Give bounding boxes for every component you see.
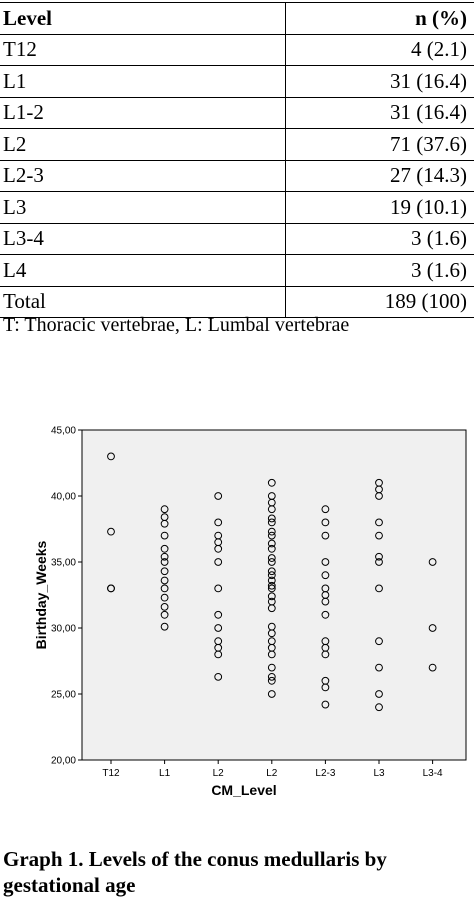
y-tick-label: 40,00: [50, 491, 76, 503]
y-tick-label: 25,00: [50, 689, 76, 701]
header-level: Level: [0, 3, 286, 35]
table-header-row: [0, 3, 474, 35]
table-total-row: [0, 286, 474, 318]
row-n: 3 (1.6): [286, 255, 474, 287]
row-n: 19 (10.1): [286, 192, 474, 224]
row-n: 3 (1.6): [286, 223, 474, 255]
row-level: T12: [0, 34, 286, 66]
x-tick-label: L2: [266, 768, 278, 779]
x-tick-label: L3: [373, 768, 385, 779]
table-row: [0, 255, 474, 287]
x-tick-label: L3-4: [422, 768, 443, 779]
levels-table: [0, 2, 474, 318]
total-label: Total: [0, 286, 286, 318]
x-tick-label: T12: [102, 768, 120, 779]
table-row: [0, 97, 474, 129]
y-axis: [51, 426, 82, 767]
table-row: [0, 66, 474, 98]
x-axis-title: CM_Level: [211, 782, 277, 798]
row-n: 71 (37.6): [286, 129, 474, 161]
scatter-chart: [0, 420, 474, 810]
y-tick-label: 45,00: [50, 425, 76, 437]
row-level: L3: [0, 192, 286, 224]
row-level: L2: [0, 129, 286, 161]
plot-area: [82, 430, 466, 760]
y-tick-label: 30,00: [50, 623, 76, 635]
table-row: [0, 160, 474, 192]
table-row: [0, 192, 474, 224]
table-row: [0, 129, 474, 161]
x-tick-label: L2: [212, 768, 224, 779]
row-n: 31 (16.4): [286, 66, 474, 98]
header-n-percent: n (%): [286, 3, 474, 35]
figure-caption: Graph 1. Levels of the conus medullaris by gestational age: [3, 847, 387, 897]
y-tick-label: 20,00: [50, 755, 76, 767]
x-axis: [102, 760, 443, 779]
row-level: L1-2: [0, 97, 286, 129]
y-tick-label: 35,00: [50, 557, 76, 569]
row-level: L4: [0, 255, 286, 287]
table-row: [0, 34, 474, 66]
row-n: 27 (14.3): [286, 160, 474, 192]
row-n: 4 (2.1): [286, 34, 474, 66]
total-n: 189 (100): [286, 286, 474, 318]
y-axis-title: Birthday_Weeks: [33, 540, 49, 650]
row-level: L2-3: [0, 160, 286, 192]
table-footnote: T: Thoracic vertebrae, L: Lumbal vertebrae: [3, 314, 350, 336]
row-level: L1: [0, 66, 286, 98]
x-tick-label: L1: [159, 768, 171, 779]
row-level: L3-4: [0, 223, 286, 255]
table-row: [0, 223, 474, 255]
row-n: 31 (16.4): [286, 97, 474, 129]
x-tick-label: L2-3: [315, 768, 336, 779]
